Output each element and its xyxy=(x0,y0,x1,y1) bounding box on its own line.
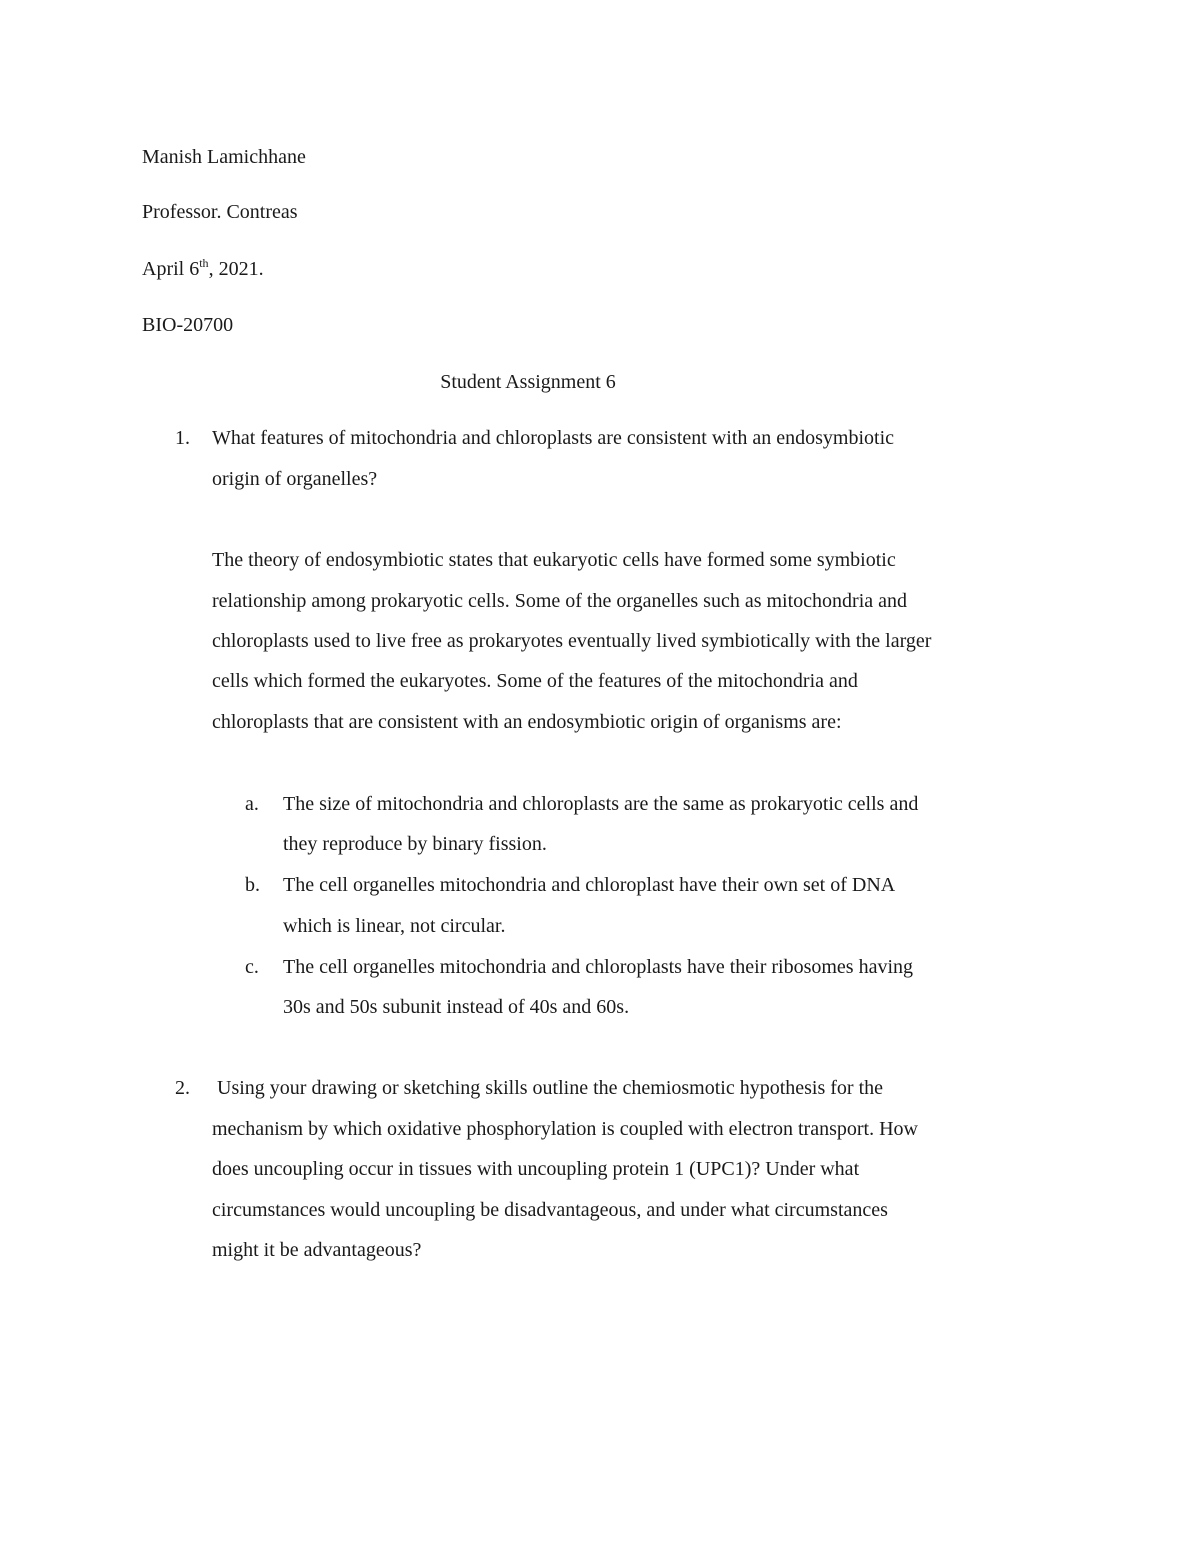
question-line: circumstances would uncoupling be disadvantageous, and under what circumstances xyxy=(212,1199,888,1221)
list-item-letter: b. xyxy=(245,874,260,896)
student-name: Manish Lamichhane xyxy=(142,146,306,168)
question-line: What features of mitochondria and chloroplasts are consistent with an endosymbiotic xyxy=(212,427,895,449)
list-item-line: The cell organelles mitochondria and chloroplast have their own set of DNA xyxy=(283,874,896,896)
question-line: origin of organelles? xyxy=(212,468,378,490)
list-item-line: 30s and 50s subunit instead of 40s and 60s. xyxy=(283,996,630,1018)
question-line: Using your drawing or sketching skills outline the chemiosmotic hypothesis for the xyxy=(212,1077,884,1099)
list-item-letter: a. xyxy=(245,793,259,815)
answer-line: cells which formed the eukaryotes. Some of the features of the mitochondria and xyxy=(212,670,858,692)
list-item-line: The cell organelles mitochondria and chloroplasts have their ribosomes having xyxy=(283,956,914,978)
answer-line: chloroplasts that are consistent with an endosymbiotic origin of organisms are: xyxy=(212,711,842,733)
course-code: BIO-20700 xyxy=(142,314,234,336)
list-item-line: which is linear, not circular. xyxy=(283,915,506,937)
question-line: mechanism by which oxidative phosphorylation is coupled with electron transport. How xyxy=(212,1118,918,1140)
question-line: might it be advantageous? xyxy=(212,1239,422,1261)
page-title: Student Assignment 6 xyxy=(440,371,616,393)
answer-line: relationship among prokaryotic cells. Some of the organelles such as mitochondria and xyxy=(212,590,908,612)
date-suffix: , 2021. xyxy=(208,258,264,280)
list-item-letter: c. xyxy=(245,956,259,978)
question-number: 1. xyxy=(175,427,190,449)
date-prefix: April 6 xyxy=(142,258,200,280)
answer-line: chloroplasts used to live free as prokaryotes eventually lived symbiotically with the larger xyxy=(212,630,932,652)
professor-name: Professor. Contreas xyxy=(142,201,298,223)
answer-line: The theory of endosymbiotic states that eukaryotic cells have formed some symbiotic xyxy=(212,549,896,571)
question-line: does uncoupling occur in tissues with uncoupling protein 1 (UPC1)? Under what xyxy=(212,1158,860,1180)
question-number: 2. xyxy=(175,1077,190,1099)
date-superscript: th xyxy=(199,256,209,270)
list-item-line: they reproduce by binary fission. xyxy=(283,833,547,855)
assignment-date xyxy=(142,256,264,280)
list-item-line: The size of mitochondria and chloroplasts are the same as prokaryotic cells and xyxy=(283,793,919,815)
